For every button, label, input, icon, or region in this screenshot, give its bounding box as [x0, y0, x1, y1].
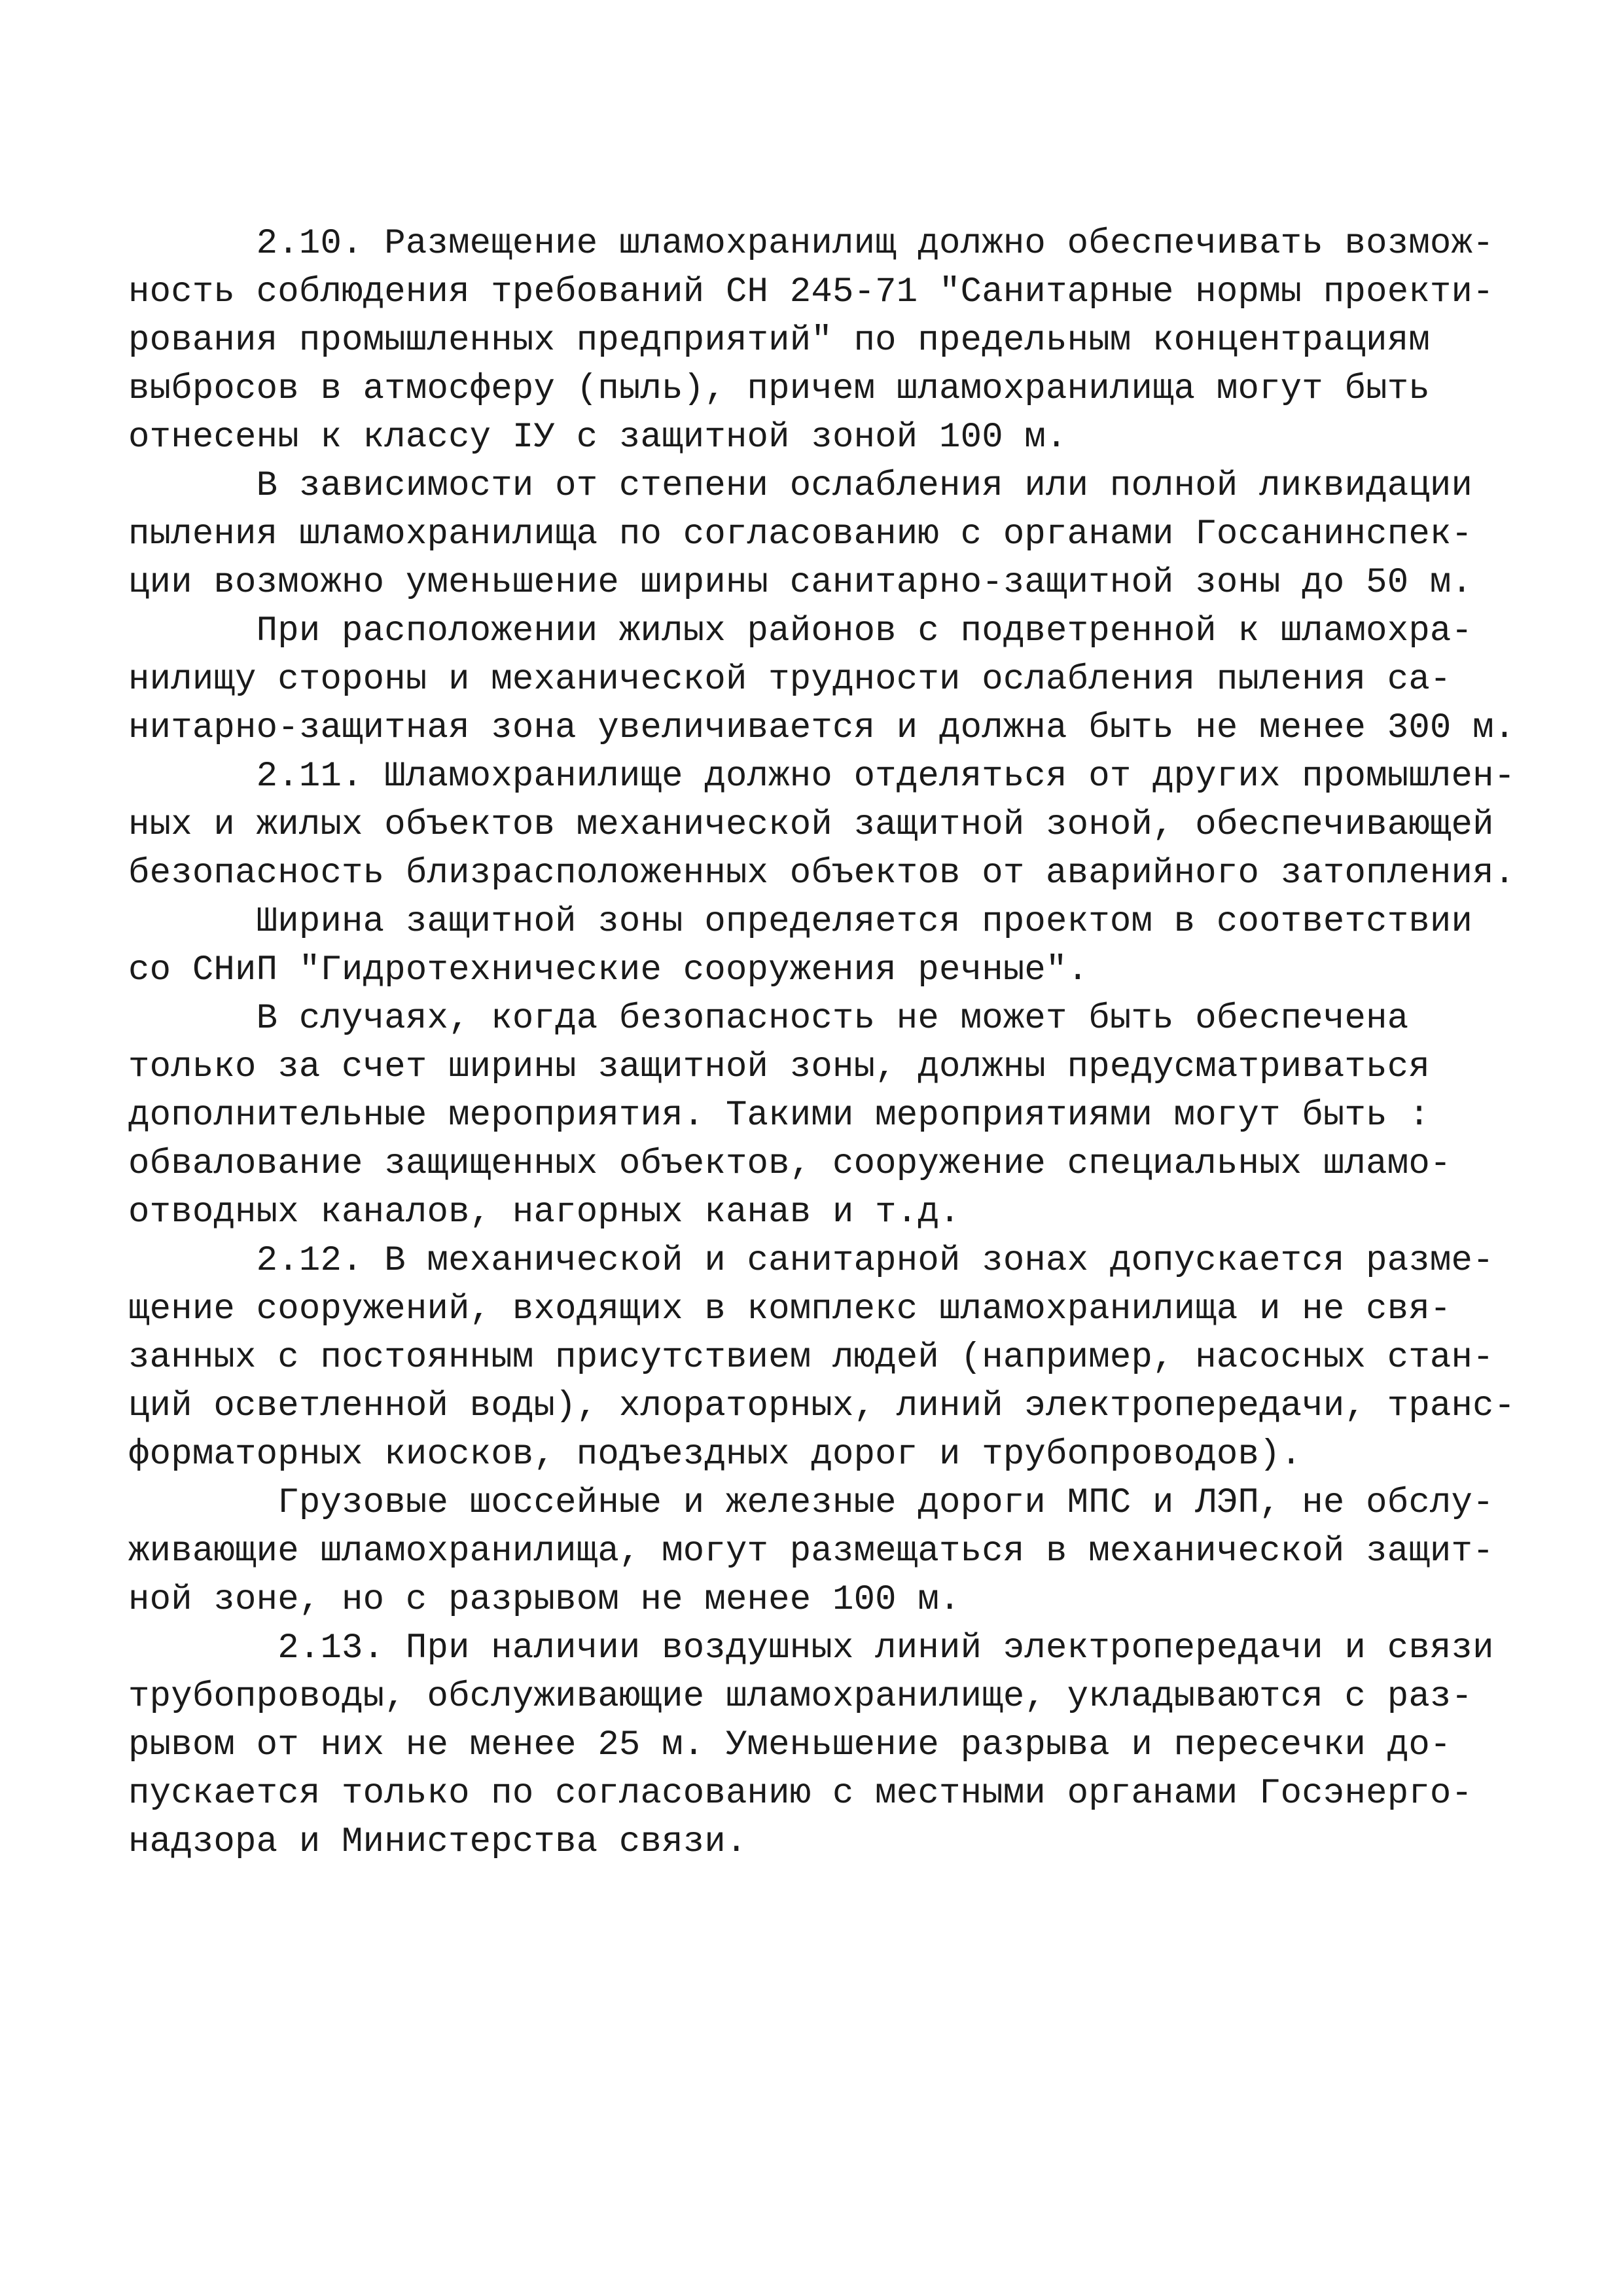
- text-line: надзора и Министерства связи.: [128, 1822, 747, 1862]
- text-line: Грузовые шоссейные и железные дороги МПС и ЛЭП, не обслу-: [128, 1483, 1494, 1523]
- text-line: отводных каналов, нагорных канав и т.д.: [128, 1193, 961, 1232]
- text-line: выбросов в атмосферу (пыль), причем шламохранилища могут быть: [128, 369, 1430, 409]
- text-line: занных с постоянным присутствием людей (например, насосных стан-: [128, 1338, 1494, 1378]
- text-line: 2.12. В механической и санитарной зонах допускается разме-: [128, 1241, 1494, 1281]
- text-line: рования промышленных предприятий" по предельным концентрациям: [128, 321, 1430, 361]
- text-line: только за счет ширины защитной зоны, должны предусматриваться: [128, 1047, 1430, 1087]
- text-line: ность соблюдения требований СН 245-71 "Санитарные нормы проекти-: [128, 272, 1494, 312]
- text-line: При расположении жилых районов с подветренной к шламохра-: [128, 611, 1473, 651]
- text-line: безопасность близрасположенных объектов от аварийного затопления.: [128, 853, 1516, 893]
- text-line: Ширина защитной зоны определяется проектом в соответствии: [128, 902, 1473, 942]
- text-line: В зависимости от степени ослабления или полной ликвидации: [128, 466, 1473, 506]
- text-line: 2.13. При наличии воздушных линий электропередачи и связи: [128, 1628, 1494, 1668]
- text-line: трубопроводы, обслуживающие шламохранилище, укладываются с раз-: [128, 1677, 1473, 1717]
- text-line: обвалование защищенных объектов, сооружение специальных шламо-: [128, 1144, 1452, 1184]
- text-line: ных и жилых объектов механической защитной зоной, обеспечивающей: [128, 805, 1494, 845]
- text-line: В случаях, когда безопасность не может быть обеспечена: [128, 999, 1409, 1039]
- text-line: ций осветленной воды), хлораторных, линий электропередачи, транс-: [128, 1386, 1516, 1426]
- text-line: 2.11. Шламохранилище должно отделяться от других промышлен-: [128, 757, 1516, 797]
- text-line: нитарно-защитная зона увеличивается и должна быть не менее 300 м.: [128, 708, 1516, 748]
- text-line: пыления шламохранилища по согласованию с органами Госсанинспек-: [128, 514, 1473, 554]
- text-line: рывом от них не менее 25 м. Уменьшение разрыва и пересечки до-: [128, 1725, 1452, 1765]
- text-line: нилищу стороны и механической трудности ослабления пыления са-: [128, 660, 1452, 700]
- text-line: живающие шламохранилища, могут размещаться в механической защит-: [128, 1532, 1494, 1571]
- document-body: [128, 220, 1516, 1867]
- text-line: со СНиП "Гидротехнические сооружения речные".: [128, 950, 1089, 990]
- text-line: ной зоне, но с разрывом не менее 100 м.: [128, 1580, 961, 1620]
- text-line: щение сооружений, входящих в комплекс шламохранилища и не свя-: [128, 1289, 1452, 1329]
- text-line: ции возможно уменьшение ширины санитарно-защитной зоны до 50 м.: [128, 563, 1473, 603]
- text-line: пускается только по согласованию с местными органами Госэнерго-: [128, 1774, 1473, 1814]
- text-line: отнесены к классу IУ с защитной зоной 100 м.: [128, 418, 1067, 457]
- text-line: форматорных киосков, подъездных дорог и трубопроводов).: [128, 1435, 1302, 1475]
- text-line: 2.10. Размещение шламохранилищ должно обеспечивать возмож-: [128, 224, 1494, 264]
- text-line: дополнительные мероприятия. Такими мероприятиями могут быть :: [128, 1096, 1430, 1136]
